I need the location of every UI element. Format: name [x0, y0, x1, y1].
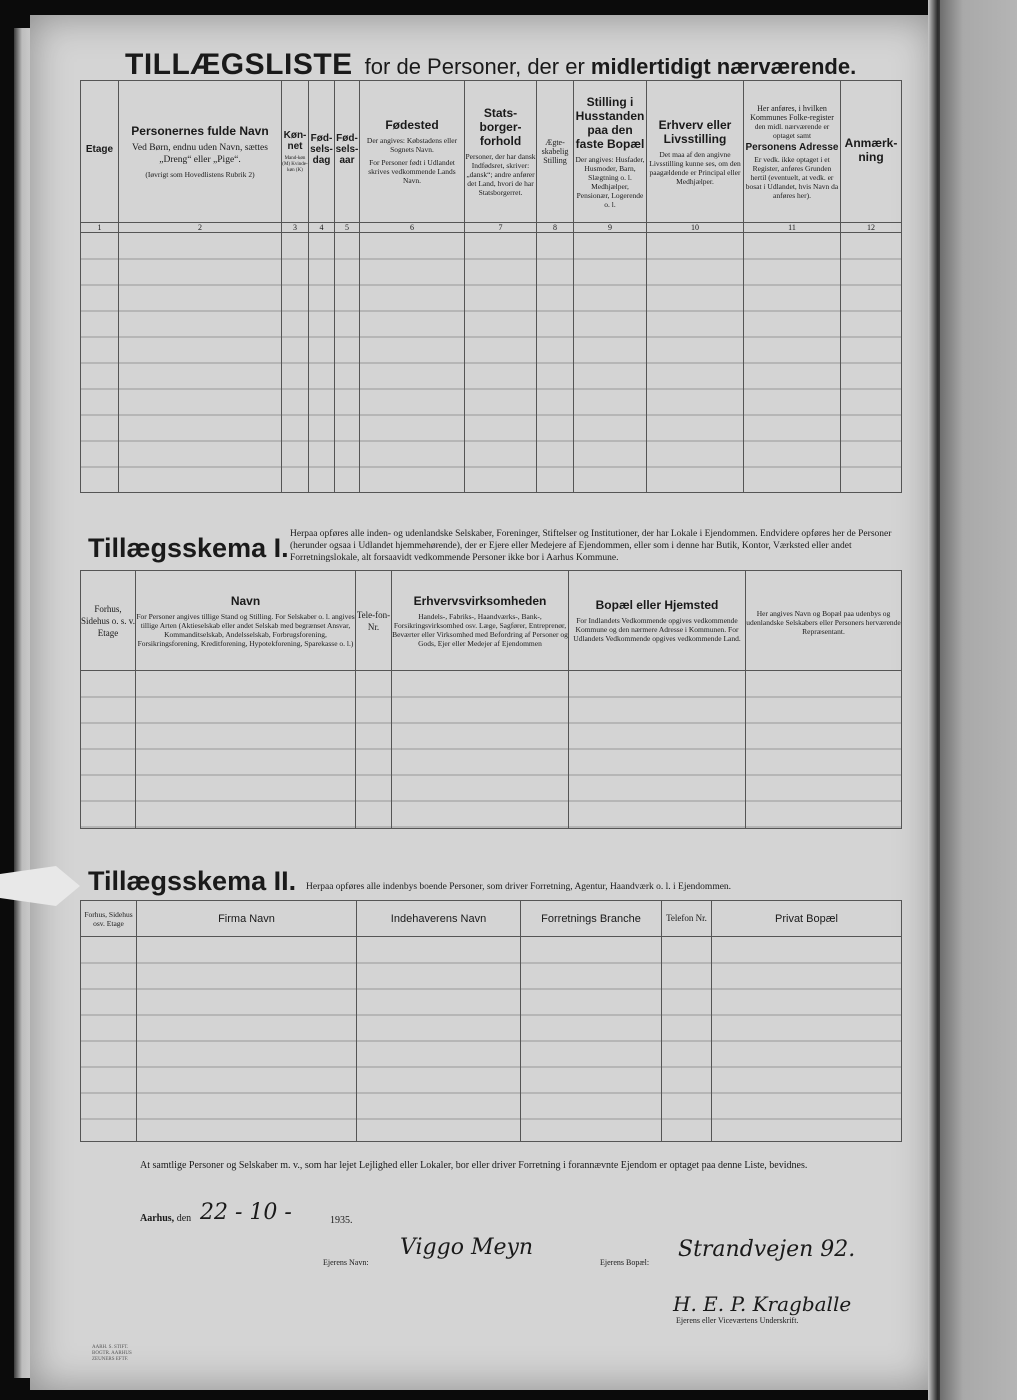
skema2-col-firma: Firma Navn [137, 901, 357, 937]
year-label: 1935. [330, 1215, 353, 1226]
skema2-title: Tillægsskema II. [88, 866, 297, 896]
skema2-col-telefon: Telefon Nr. [662, 901, 712, 937]
owner-name-signature: Viggo Meyn [400, 1235, 534, 1260]
col-etage-header: Etage [81, 81, 119, 223]
skema2-description: Herpaa opføres alle indenbys boende Personer, som driver Forretning, Agentur, Haandværk o. l. i Ejendommen. [306, 882, 732, 892]
entry-area [81, 233, 902, 493]
skema2-col-indehaver: Indehaverens Navn [357, 901, 521, 937]
owner-address-handwritten: Strandvejen 92. [678, 1237, 856, 1262]
skema1-title: Tillægsskema I. [88, 533, 289, 563]
skema2-col-etage: Forhus, Sidehus osv. Etage [81, 901, 137, 937]
col-navn-header: Personernes fulde Navn Ved Børn, endnu uden Navn, sættes „Dreng“ eller „Pige“. (Iøvrigt som Hovedlistens Rubrik 2) [119, 81, 282, 223]
attestation-text: At samtlige Personer og Selskaber m. v., som har lejet Lejlighed eller Lokaler, bor eller driver Forretning i forannævnte Ejendom er optaget paa denne Liste, bevidnes. [140, 1160, 808, 1171]
skema1-col-bopael: Bopæl eller Hjemsted For Indlandets Vedkommende opgives vedkommende Kommune og den nærmere Adresse i Kommunen. For Udlandets Vedkommende opgives vedkommende Land. [569, 571, 746, 671]
col-aegteskab-header: Ægte-skabelig Stilling [537, 81, 574, 223]
skema1-col-repraesentant: Her angives Navn og Bopæl paa udenbys og udenlandske Selskabers eller Personers herværende Repræsentant. [746, 571, 902, 671]
skema1-description: Herpaa opføres alle inden- og udenlandske Selskaber, Foreninger, Stiftelser og Institutioner, der har Lokale i Ejendommen. Endvidere opføres her de Personer (herunder ogsaa i Udlandet hjemmehørende), der er Ejere eller Medejere af Ejendommen, eller som i denne har Butik, Kontor, Værksted eller andet Forretningslokale, alt forsaavidt vedkommende Personer ikke bor i Aarhus Kommune. [290, 529, 892, 563]
skema1-table [80, 570, 902, 829]
printer-imprint: AARH. S. STIFT. BOGTR. AARHUS ZEUNERS EFTF. [92, 1345, 132, 1362]
col-erhverv-header: Erhverv eller Livsstilling Det maa af den angivne Livsstilling kunne ses, om den paagældende er Principal eller Medhjælper. [647, 81, 744, 223]
skema1-col-erhverv: Erhvervsvirksomheden Handels-, Fabriks-, Haandværks-, Bank-, Forsikringsvirksomhed osv. Læge, Sagfører, Entreprenør, Beværter eller Virksomhed med Befordring af Personer og Gods, Ejer eller Medejer af Ejendommen [392, 571, 569, 671]
title-main: TILLÆGSLISTE [125, 48, 353, 81]
skema2-col-branche: Forretnings Branche [521, 901, 662, 937]
skema2-col-bopael: Privat Bopæl [712, 901, 902, 937]
col-anmaerkning-header: Anmærk-ning [841, 81, 902, 223]
owner-address-label: Ejerens Bopæl: [600, 1258, 650, 1267]
title-rest: for de Personer, der er midlertidigt nærværende. [364, 54, 857, 79]
skema2-table [80, 900, 902, 1142]
col-koen-header: Køn-net Mand-køn (M) Kvinde-køn (K) [282, 81, 309, 223]
skema1-col-navn: Navn For Personer angives tillige Stand og Stilling. For Selskaber o. l. angives tillige Arten (Aktieselskab eller andet Selskab med begrænset Ansvar, Kommanditselskab, Andelsselskab, Forbrugsforening, Forsikringsforening, Kreditforening, Hypotekforening, Sparekasse o. l.) [136, 571, 356, 671]
facing-page [940, 0, 1017, 1400]
col-statsborger-header: Stats-borger-forhold Personer, der har dansk Indfødsret, skriver: „dansk“; andre anfører det Land, hvori de har Statsborgerret. [465, 81, 537, 223]
col-foedselsaar-header: Fød-sels-aar [335, 81, 360, 223]
col-foedselsdag-header: Fød-sels-dag [309, 81, 335, 223]
skema1-col-telefon: Tele-fon-Nr. [356, 571, 392, 671]
skema1-entry-area [81, 671, 902, 829]
col-husstand-header: Stilling i Husstanden paa den faste Bopæl Der angives: Husfader, Husmoder, Barn, Slægtning o. l. Medhjælper, Pensionær, Logerende o. l. [574, 81, 647, 223]
col-folkeregister-header: Her anføres, i hvilken Kommunes Folke-register den midl. nærværende er optaget samt Personens Adresse Er vedk. ikke optaget i et Register, anføres Grunden hertil (eventuelt, at vedk. er bosat i Udlandet, hvis Navn da anføres her). [744, 81, 841, 223]
skema1-col-etage: Forhus, Sidehus o. s. v. Etage [81, 571, 136, 671]
city-label: Aarhus, den [140, 1213, 192, 1224]
date-handwritten: 22 - 10 - [200, 1200, 292, 1225]
page-title [125, 48, 856, 82]
col-foedested-header: Fødested Der angives: Købstadens eller Sognets Navn. For Personer født i Udlandet skrives vedkommende Lands Navn. [360, 81, 465, 223]
caretaker-signature: H. E. P. Kragballe [673, 1292, 852, 1316]
tillaegsliste-table [80, 80, 902, 493]
column-numbers-row: 1 2 3 4 5 6 7 8 9 10 11 12 [81, 223, 902, 233]
owner-name-label: Ejerens Navn: [323, 1258, 369, 1267]
caretaker-label: Ejerens eller Viceværtens Underskrift. [676, 1316, 799, 1325]
skema2-entry-area [81, 937, 902, 1142]
